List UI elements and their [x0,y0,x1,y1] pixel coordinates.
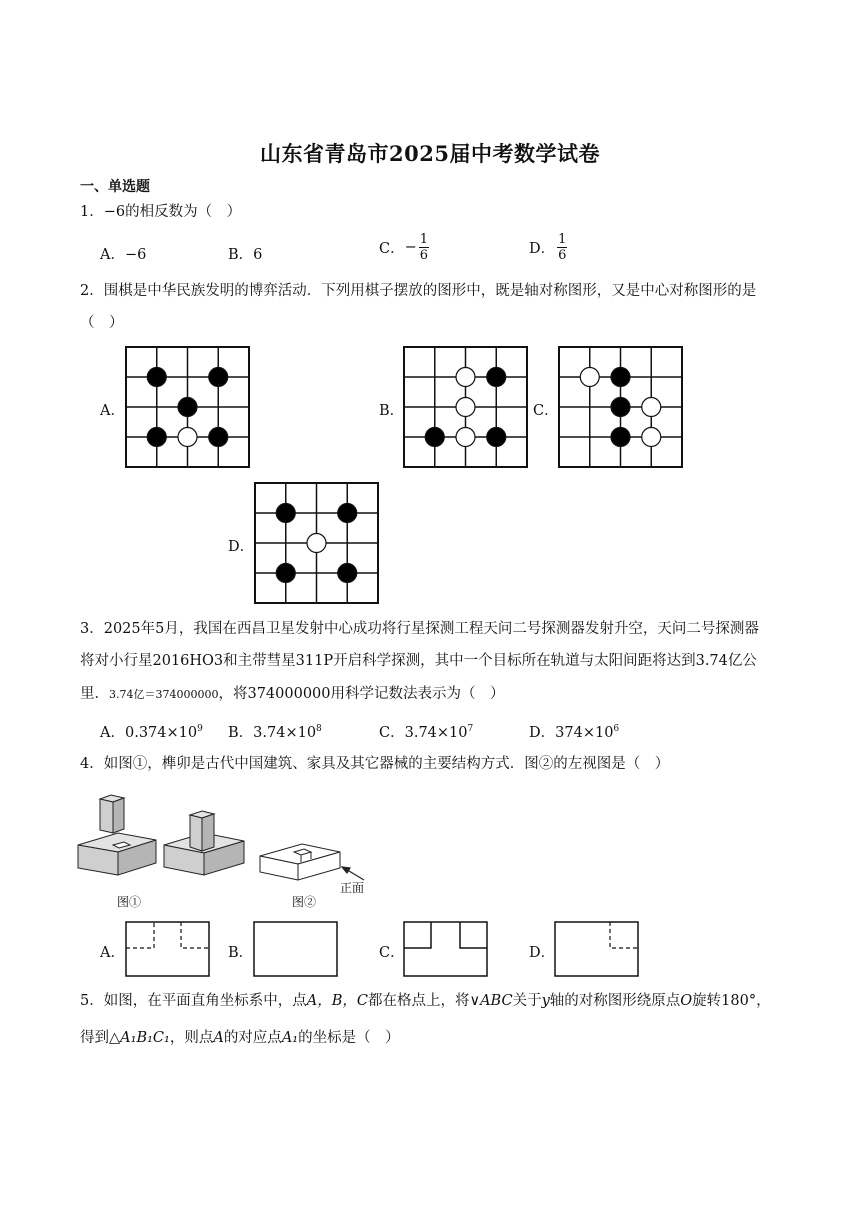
q4-option-d-label[interactable]: D． [529,945,556,961]
q4-option-c-label[interactable]: C． [379,945,405,961]
q3-b-base: 3.74×10 [253,725,317,741]
q3-stem-line1: 3．2025年5月，我国在西昌卫星发射中心成功将行星探测工程天问二号探测器发射升空，天问二号探测器 [80,621,759,637]
q1-a-label: A． [100,247,125,263]
q5-l1-e: 旋转180°， [692,993,771,1009]
q3-c-label: C． [379,725,405,741]
q3-a-label: A． [100,725,125,741]
q1-option-a[interactable] [100,243,146,264]
q1-stem: 1．−6的相反数为（ ） [80,204,242,220]
q1-option-d[interactable] [529,232,567,263]
q1-c-fraction [419,232,429,263]
q3-option-a[interactable] [100,721,203,742]
q1-d-denominator: 6 [558,248,567,263]
q1-c-label: C． [379,241,405,257]
q5-l1-o: O [680,993,693,1009]
q4-figure-1-caption: 图① [117,895,142,909]
q2-option-c-label[interactable]: C． [533,403,559,419]
q2-option-a-label[interactable]: A． [100,403,125,419]
q2-stem-line2: （ ） [80,315,124,331]
q3-stem-line2: 将对小行星2016HO3和主带彗星311P开启科学探测，其中一个目标所在轨道与太阳间距将达到3.74亿公 [80,653,757,669]
q1-c-denominator: 6 [419,248,429,263]
q1-d-label: D． [529,241,556,257]
q3-line3-c: ，将374000000用科学记数法表示为（ ） [218,686,505,702]
q4-option-a-view[interactable] [125,921,210,977]
q4-option-a-label[interactable]: A． [100,945,125,961]
q4-figure-1 [78,785,248,885]
q3-line3-equation: 3.74亿＝374000000 [109,688,219,701]
q5-stem-line2 [80,1028,400,1048]
q3-a-exponent: 9 [197,724,203,735]
q4-option-b-view[interactable] [253,921,338,977]
q5-l1-vars: A，B，C [306,993,368,1009]
q2-option-d-go-board[interactable] [254,482,379,604]
q1-b-label: B． [228,247,254,263]
q2-stem-line1: 2．围棋是中华民族发明的博弈活动．下列用棋子摆放的图形中，既是轴对称图形，又是中心对称图形的是 [80,283,757,299]
q2-option-a-go-board[interactable] [125,346,250,468]
q1-d-fraction [557,232,567,263]
q1-a-value: −6 [124,247,147,263]
q5-l2-b: ，则点 [169,1030,214,1046]
q5-l1-a: 5．如图，在平面直角坐标系中，点 [80,993,307,1009]
q5-l2-A1: A₁ [281,1030,299,1046]
q5-l1-b: 都在格点上，将 [367,993,470,1009]
q1-c-numerator: 1 [419,232,429,247]
q4-option-b-label[interactable]: B． [228,945,254,961]
q1-c-sign: − [404,239,417,256]
q1-option-b[interactable] [228,243,262,264]
q3-d-label: D． [529,725,556,741]
q4-stem: 4．如图①，榫卯是古代中国建筑、家具及其它器械的主要结构方式．图②的左视图是（ ） [80,756,670,772]
q1-b-value: 6 [253,247,263,263]
q5-l2-a: 得到△ [80,1030,121,1046]
q4-option-c-view[interactable] [403,921,488,977]
q5-l2-d: 的坐标是（ ） [298,1030,400,1046]
q5-l1-y: y [541,993,550,1009]
q5-l2-c: 的对应点 [223,1030,282,1046]
q3-c-base: 3.74×10 [404,725,468,741]
q3-option-c[interactable] [379,721,473,742]
q5-l1-c: 关于 [512,993,542,1009]
q3-stem-line3 [80,684,505,705]
q2-option-c-go-board[interactable] [558,346,683,468]
q3-line3-a: 里． [80,686,109,702]
page-title: 山东省青岛市2025届中考数学试卷 [260,141,600,166]
q5-l2-tri: A₁B₁C₁ [120,1030,170,1046]
section-heading: 一、单选题 [80,179,150,195]
q1-d-numerator: 1 [558,232,567,247]
q4-front-label: 正面 [340,881,365,895]
q3-b-label: B． [228,725,254,741]
q5-l2-A: A [213,1030,224,1046]
q3-b-exponent: 8 [316,724,322,735]
q5-stem-line1 [80,991,771,1011]
q3-d-exponent: 6 [613,724,620,735]
q3-option-d[interactable] [529,721,619,742]
q3-d-base: 374×10 [555,725,614,741]
q2-option-b-go-board[interactable] [403,346,528,468]
q2-option-b-label[interactable]: B． [379,403,405,419]
q3-c-exponent: 7 [467,724,474,735]
q2-option-d-label[interactable]: D． [228,539,255,555]
q5-l1-tri: ∨ABC [469,993,513,1009]
q4-figure-2-caption: 图② [292,895,317,909]
q3-option-b[interactable] [228,721,322,742]
q3-a-base: 0.374×10 [124,725,198,741]
q1-option-c[interactable] [379,232,429,263]
q5-l1-d: 轴的对称图形绕原点 [549,993,681,1009]
q4-option-d-view[interactable] [554,921,639,977]
